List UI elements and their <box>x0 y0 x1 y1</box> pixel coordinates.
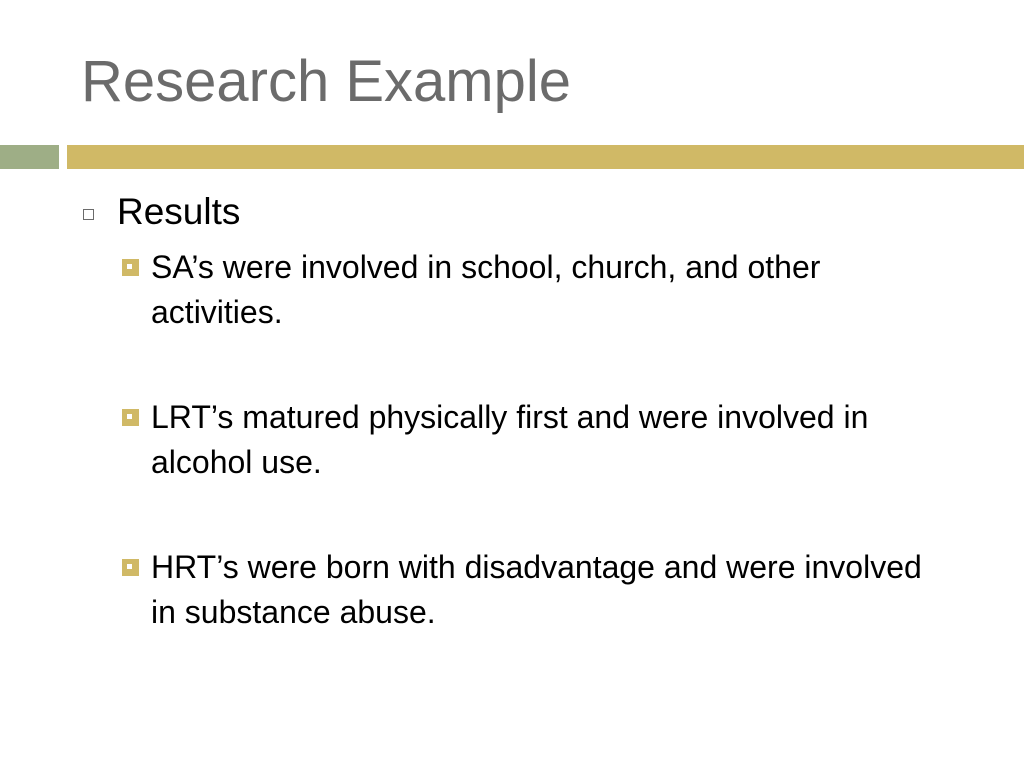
gold-square-bullet-icon <box>122 259 139 276</box>
list-item-text: HRT’s were born with disadvantage and were involved in substance abuse. <box>151 549 922 630</box>
list-item-text: LRT’s matured physically first and were involved in alcohol use. <box>151 399 869 480</box>
slide-title: Research Example <box>81 49 571 114</box>
results-heading-label: Results <box>117 191 241 232</box>
gold-square-bullet-icon <box>122 409 139 426</box>
list-item-text: SA’s were involved in school, church, and other activities. <box>151 249 821 330</box>
gold-square-bullet-icon <box>122 559 139 576</box>
hollow-square-icon <box>83 209 94 220</box>
